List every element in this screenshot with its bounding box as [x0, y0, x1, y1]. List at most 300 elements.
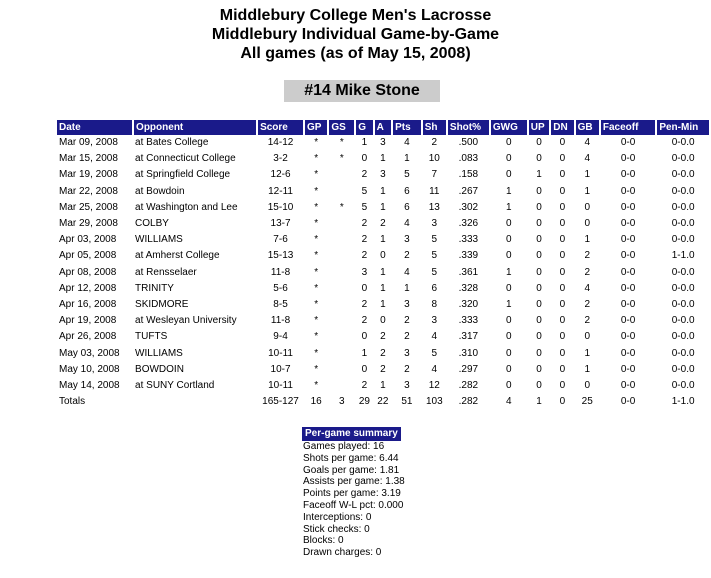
table-cell: 2	[584, 250, 590, 262]
table-cell: 4	[431, 331, 438, 343]
table-cell: 1	[380, 201, 386, 213]
table-row	[57, 216, 710, 232]
table-cell: 0-0	[620, 250, 636, 262]
table-cell: *	[314, 153, 319, 165]
table-cell: 6	[404, 201, 410, 213]
table-cell	[328, 346, 355, 362]
table-cell: 0-0.0	[671, 153, 695, 165]
totals-cell: 1-1.0	[671, 396, 695, 408]
table-cell: Apr 26, 2008	[59, 331, 117, 343]
table-cell: at Bowdoin	[135, 185, 185, 197]
column-header: Shot%	[447, 120, 490, 135]
table-cell: *	[314, 299, 319, 311]
table-cell: 1-1.0	[671, 250, 695, 262]
table-cell: 0	[559, 234, 566, 246]
column-header: GB	[575, 120, 600, 135]
table-cell: 0	[559, 380, 566, 392]
table-cell: *	[314, 282, 319, 294]
column-header: Date	[57, 120, 133, 135]
table-cell: *	[314, 331, 319, 343]
table-cell: 0	[536, 347, 542, 359]
table-cell: 1	[380, 380, 386, 392]
table-cell	[328, 378, 355, 394]
table-cell: 3	[380, 169, 386, 181]
table-cell: 12-6	[270, 169, 291, 181]
summary-line: Blocks: 0	[303, 535, 344, 547]
column-header: GP	[304, 120, 328, 135]
table-cell: 0-0.0	[671, 218, 695, 230]
table-cell: 8	[431, 299, 438, 311]
table-cell	[328, 184, 355, 200]
table-cell: 4	[404, 137, 410, 148]
table-cell: 0-0.0	[671, 185, 695, 197]
table-cell: .310	[458, 347, 479, 359]
table-cell: WILLIAMS	[135, 234, 183, 246]
table-cell: 0	[536, 201, 542, 213]
totals-cell: 103	[425, 396, 443, 408]
table-cell: 0	[536, 299, 542, 311]
table-cell: 0	[559, 169, 566, 181]
table-cell: 0	[506, 380, 512, 392]
table-cell: 12	[428, 380, 440, 392]
table-row	[57, 281, 710, 297]
table-cell: 0-0	[620, 299, 636, 311]
table-cell: 5-6	[273, 282, 288, 294]
table-cell: 5	[361, 201, 368, 213]
table-cell: 4	[584, 137, 590, 148]
table-cell: 9-4	[273, 331, 288, 343]
table-cell: 0	[559, 201, 566, 213]
table-cell	[328, 265, 355, 281]
table-cell: *	[314, 347, 319, 359]
table-row	[57, 232, 710, 248]
table-row	[57, 200, 710, 216]
table-cell: Apr 12, 2008	[59, 282, 117, 294]
table-cell: 2	[431, 137, 438, 148]
column-header: A	[374, 120, 392, 135]
table-cell: 1	[506, 185, 512, 197]
table-cell: 0-0.0	[671, 266, 695, 278]
table-cell	[328, 167, 355, 183]
table-cell: 2	[361, 234, 368, 246]
table-cell: 0-0	[620, 315, 636, 327]
table-cell: 0-0	[620, 218, 636, 230]
table-cell: Apr 03, 2008	[59, 234, 117, 246]
totals-cell	[133, 394, 257, 410]
summary-line: Drawn charges: 0	[303, 547, 382, 559]
table-cell: 1	[404, 153, 410, 165]
table-cell: 10-7	[270, 363, 291, 375]
table-cell: 2	[361, 250, 368, 262]
table-cell	[328, 281, 355, 297]
table-cell: .339	[458, 250, 479, 262]
table-cell: 12-11	[268, 185, 293, 197]
table-cell: 0	[506, 315, 512, 327]
table-row	[57, 378, 710, 394]
table-cell: 11-8	[270, 315, 291, 327]
table-cell: 0-0	[620, 169, 636, 181]
table-cell: 3	[404, 347, 410, 359]
totals-cell: 29	[358, 396, 370, 408]
table-cell: 0	[536, 315, 542, 327]
totals-cell: 165-127	[262, 396, 299, 408]
table-cell: 2	[380, 363, 386, 375]
table-cell: 3	[361, 266, 368, 278]
column-header: Opponent	[133, 120, 257, 135]
table-cell: *	[314, 201, 319, 213]
table-cell: .267	[458, 185, 479, 197]
table-cell: Mar 15, 2008	[59, 153, 118, 165]
table-cell: 1	[380, 282, 386, 294]
table-cell: 1	[380, 266, 386, 278]
table-cell: *	[339, 153, 344, 165]
table-cell: 6	[431, 282, 438, 294]
table-cell: 2	[584, 315, 590, 327]
table-row	[57, 184, 710, 200]
table-header-row	[57, 120, 710, 135]
totals-cell: 51	[401, 396, 413, 408]
table-cell: 5	[431, 234, 438, 246]
column-header: G	[355, 120, 373, 135]
title-line-3: All games (as of May 15, 2008)	[240, 45, 471, 62]
table-cell: 0	[536, 266, 542, 278]
table-cell: .282	[458, 380, 479, 392]
table-cell: .083	[458, 153, 479, 165]
table-cell: 2	[404, 363, 410, 375]
table-cell: 0	[559, 137, 566, 148]
table-cell: 1	[404, 282, 410, 294]
table-cell: 1	[584, 185, 590, 197]
table-cell: 0-0	[620, 185, 636, 197]
table-cell: 0	[584, 201, 590, 213]
table-cell: 1	[506, 266, 512, 278]
table-cell: 4	[431, 363, 438, 375]
table-cell: 2	[380, 218, 386, 230]
table-cell: *	[314, 185, 319, 197]
table-cell: 7-6	[273, 234, 288, 246]
table-cell: 0	[506, 169, 512, 181]
table-cell: .302	[458, 201, 479, 213]
table-cell: *	[314, 169, 319, 181]
table-cell: Apr 19, 2008	[59, 315, 117, 327]
table-cell: 3	[404, 234, 410, 246]
table-cell: Mar 29, 2008	[59, 218, 118, 230]
table-cell: 0-0	[620, 201, 636, 213]
table-cell: 0	[536, 363, 542, 375]
column-header: Pen-Min	[656, 120, 710, 135]
table-cell: 1	[361, 137, 368, 148]
totals-cell: 0-0	[620, 396, 636, 408]
table-cell: 0-0	[620, 266, 636, 278]
table-cell: 0	[536, 153, 542, 165]
table-cell: 0	[536, 185, 542, 197]
table-cell: Mar 09, 2008	[59, 137, 118, 148]
table-cell: 0	[536, 331, 542, 343]
table-cell: 1	[361, 347, 368, 359]
table-cell: 1	[584, 169, 590, 181]
table-cell: 0	[536, 380, 542, 392]
table-cell: 0-0.0	[671, 169, 695, 181]
table-cell: 0	[506, 234, 512, 246]
table-cell: 0-0.0	[671, 299, 695, 311]
table-cell: 0	[536, 218, 542, 230]
table-cell: at Amherst College	[135, 250, 220, 262]
table-cell: Apr 08, 2008	[59, 266, 117, 278]
totals-cell: 4	[506, 396, 512, 408]
table-cell: WILLIAMS	[135, 347, 183, 359]
table-row	[57, 167, 710, 183]
table-cell: 2	[380, 331, 386, 343]
table-cell: 15-13	[267, 250, 294, 262]
table-cell: 7	[431, 169, 438, 181]
table-cell: .500	[458, 137, 479, 148]
table-cell: 0-0.0	[671, 315, 695, 327]
table-cell: 6	[404, 185, 410, 197]
table-cell: Mar 19, 2008	[59, 169, 118, 181]
table-row	[57, 346, 710, 362]
table-cell: 11	[429, 185, 440, 197]
table-cell: 0	[559, 218, 566, 230]
table-cell: 5	[431, 266, 438, 278]
table-cell	[328, 248, 355, 264]
table-cell: 0	[559, 347, 566, 359]
table-cell: 2	[584, 299, 590, 311]
table-cell: Mar 25, 2008	[59, 201, 118, 213]
table-cell: 10-11	[268, 347, 293, 359]
totals-cell: 1	[536, 396, 542, 408]
table-cell: 0-0.0	[671, 282, 695, 294]
table-cell: at Bates College	[135, 137, 209, 148]
table-cell: 1	[506, 201, 512, 213]
table-cell: May 03, 2008	[59, 347, 120, 359]
table-cell: 14-12	[267, 137, 294, 148]
table-cell: *	[314, 218, 319, 230]
table-cell: at Springfield College	[135, 169, 231, 181]
table-cell	[328, 216, 355, 232]
table-cell: .333	[458, 315, 479, 327]
table-cell: 0-0	[620, 363, 636, 375]
table-cell: 0-0	[620, 347, 636, 359]
table-cell: 0	[559, 363, 566, 375]
table-row	[57, 313, 710, 329]
table-cell: at SUNY Cortland	[135, 380, 215, 392]
table-cell: 5	[361, 185, 368, 197]
table-cell	[328, 313, 355, 329]
table-cell: 10-11	[268, 380, 293, 392]
table-cell: 0	[380, 315, 386, 327]
totals-cell: 22	[377, 396, 389, 408]
table-cell: 5	[404, 169, 410, 181]
table-row	[57, 329, 710, 345]
table-cell: 3-2	[273, 153, 288, 165]
table-cell: 5	[431, 250, 438, 262]
table-cell: 0-0	[620, 282, 636, 294]
table-cell: 0	[559, 315, 566, 327]
column-header: Pts	[392, 120, 422, 135]
table-cell: 8-5	[273, 299, 288, 311]
table-cell: 0-0.0	[671, 234, 695, 246]
column-header: GS	[328, 120, 355, 135]
table-cell: May 10, 2008	[59, 363, 120, 375]
table-cell: 10	[428, 153, 440, 165]
table-cell: 0	[506, 347, 512, 359]
table-cell: BOWDOIN	[135, 363, 184, 375]
table-cell: 0	[559, 282, 566, 294]
table-cell: 0	[506, 363, 512, 375]
table-cell: 2	[404, 250, 410, 262]
table-cell: 2	[361, 299, 368, 311]
table-cell: 1	[380, 299, 386, 311]
column-header: Score	[257, 120, 304, 135]
table-cell: 3	[404, 380, 410, 392]
table-cell: 0	[361, 363, 368, 375]
table-cell: 2	[361, 169, 368, 181]
summary-line: Games played: 16	[303, 441, 385, 452]
summary-line: Interceptions: 0	[303, 511, 372, 523]
table-cell: 4	[404, 218, 410, 230]
totals-row	[57, 394, 710, 410]
table-cell: 0	[361, 331, 368, 343]
table-cell: 1	[380, 234, 386, 246]
table-cell: *	[314, 250, 319, 262]
table-cell: 3	[431, 315, 438, 327]
table-cell	[328, 232, 355, 248]
player-name: #14 Mike Stone	[284, 80, 440, 102]
title-line-2: Middlebury Individual Game-by-Game	[211, 26, 500, 43]
summary-title: Per-game summary	[302, 427, 401, 441]
table-row	[57, 151, 710, 167]
summary-line: Shots per game: 6.44	[303, 452, 399, 464]
table-cell: .297	[458, 363, 479, 375]
title-line-1: Middlebury College Men's Lacrosse	[219, 7, 492, 24]
table-cell: 0	[506, 153, 512, 165]
table-cell: 3	[431, 218, 438, 230]
table-cell: 1	[536, 169, 542, 181]
table-cell: 15-10	[267, 201, 294, 213]
table-cell: Apr 05, 2008	[59, 250, 117, 262]
table-cell: 0-0.0	[671, 380, 695, 392]
table-cell: .158	[458, 169, 479, 181]
table-cell: 0	[506, 137, 512, 148]
table-cell: 1	[506, 299, 512, 311]
table-cell: 0	[559, 331, 566, 343]
table-cell: *	[314, 363, 319, 375]
table-cell	[328, 362, 355, 378]
summary-line: Faceoff W-L pct: 0.000	[303, 499, 404, 511]
table-cell: .317	[458, 331, 479, 343]
table-cell: 2	[361, 315, 368, 327]
table-row	[57, 135, 710, 151]
table-cell: 0	[380, 250, 386, 262]
table-cell: 1	[584, 363, 590, 375]
table-cell: at Wesleyan University	[135, 315, 237, 327]
table-cell: 0	[559, 266, 566, 278]
table-cell: 0	[361, 153, 368, 165]
table-cell: 0	[584, 218, 590, 230]
table-cell: at Washington and Lee	[135, 201, 238, 213]
table-cell: .326	[458, 218, 479, 230]
table-cell: at Connecticut College	[135, 153, 236, 165]
table-cell: May 14, 2008	[59, 380, 120, 392]
table-cell: TUFTS	[135, 331, 168, 343]
table-cell: 13	[428, 201, 440, 213]
table-cell: 2	[584, 266, 590, 278]
table-cell: 1	[380, 185, 386, 197]
table-cell: 0	[536, 234, 542, 246]
table-cell: 4	[584, 282, 590, 294]
table-cell: *	[339, 137, 344, 148]
table-cell: 1	[584, 347, 590, 359]
table-cell: .333	[458, 234, 479, 246]
table-cell: 0	[536, 137, 542, 148]
summary-line: Goals per game: 1.81	[303, 464, 400, 476]
table-cell: 0	[584, 331, 590, 343]
table-cell: *	[314, 380, 319, 392]
table-cell: 3	[380, 137, 386, 148]
table-cell: 0	[506, 282, 512, 294]
table-cell: *	[339, 201, 344, 213]
report-title	[0, 6, 711, 63]
column-header: Faceoff	[600, 120, 656, 135]
totals-cell: 25	[581, 396, 593, 408]
table-cell	[328, 329, 355, 345]
table-cell: 0	[559, 250, 566, 262]
table-cell: *	[314, 315, 319, 327]
table-cell: 1	[380, 153, 386, 165]
table-row	[57, 297, 710, 313]
table-cell: 1	[584, 234, 590, 246]
table-cell: 3	[404, 299, 410, 311]
table-cell: Apr 16, 2008	[59, 299, 117, 311]
table-cell: Mar 22, 2008	[59, 185, 118, 197]
table-cell: 0-0	[620, 153, 636, 165]
table-cell: 2	[361, 218, 368, 230]
table-cell: 0	[361, 282, 368, 294]
table-cell: 0-0	[620, 380, 636, 392]
table-cell: at Rensselaer	[135, 266, 197, 278]
table-cell: 13-7	[270, 218, 291, 230]
table-cell: 2	[361, 380, 368, 392]
table-body	[57, 135, 710, 410]
table-cell: 0	[506, 250, 512, 262]
table-cell: 0	[536, 282, 542, 294]
column-header: DN	[550, 120, 574, 135]
column-header: Sh	[422, 120, 447, 135]
table-row	[57, 248, 710, 264]
table-row	[57, 265, 710, 281]
table-cell: *	[314, 234, 319, 246]
table-cell: 0	[559, 185, 566, 197]
table-cell: 4	[584, 153, 590, 165]
table-cell: 0-0	[620, 331, 636, 343]
table-cell: 0-0	[620, 137, 636, 148]
table-cell: 2	[404, 315, 410, 327]
column-header: UP	[528, 120, 551, 135]
table-cell: .320	[458, 299, 479, 311]
table-cell: 0-0.0	[671, 363, 695, 375]
table-cell: 0	[506, 218, 512, 230]
table-cell: 0-0.0	[671, 331, 695, 343]
column-header: GWG	[490, 120, 528, 135]
table-cell: *	[314, 137, 319, 148]
table-cell: 0	[559, 153, 566, 165]
totals-cell: .282	[458, 396, 479, 408]
totals-cell: 3	[338, 396, 345, 408]
table-cell: 5	[431, 347, 438, 359]
table-cell: 0-0.0	[671, 201, 695, 213]
summary-lines	[302, 441, 405, 559]
totals-cell: 16	[310, 396, 322, 408]
